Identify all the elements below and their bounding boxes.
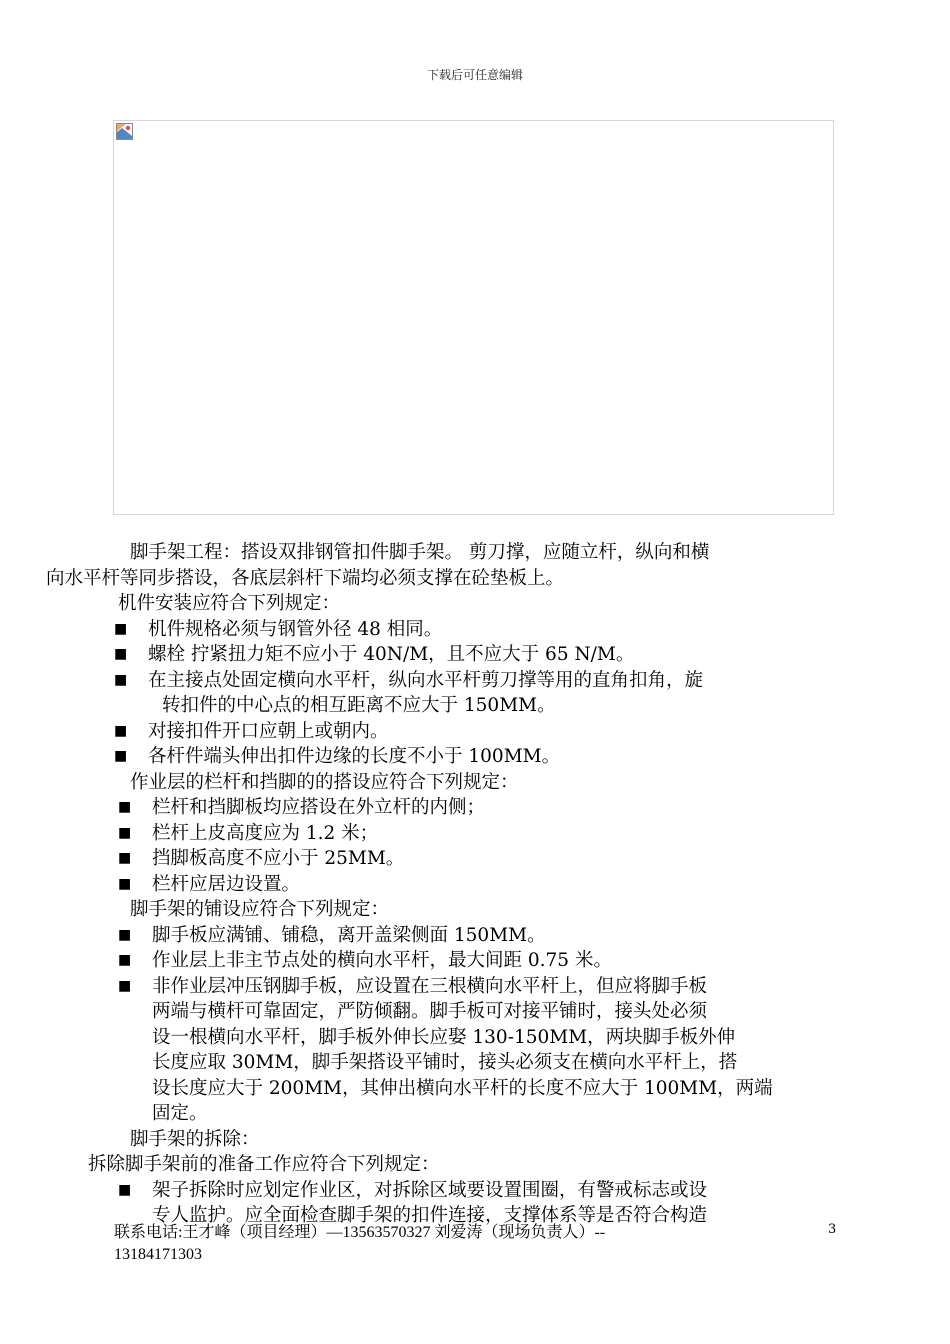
page-header: 下载后可任意编辑: [426, 68, 523, 82]
board-section-title: 脚手架的铺设应符合下列规定：: [130, 899, 390, 920]
list-item: ■ 各杆件端头伸出扣件边缘的长度不小于 100MM。: [88, 744, 838, 770]
document-body: [46, 540, 838, 1229]
list-item: ■ 挡脚板高度不应小于 25MM。: [88, 846, 838, 872]
list-item: ■ 作业层上非主节点处的横向水平杆，最大间距 0.75 米。: [88, 948, 838, 974]
removal-section-title: 脚手架的拆除：: [130, 1128, 260, 1150]
bullet-icon: ■: [114, 671, 128, 688]
bullet-icon: ■: [114, 646, 128, 662]
list-item: ■ 脚手板应满铺、铺稳，离开盖梁侧面 150MM。: [88, 923, 838, 949]
fastener-section-title: 机件安装应符合下列规定：: [118, 593, 341, 614]
list-item: ■ 栏杆应居边设置。: [88, 872, 838, 898]
bullet-icon: ■: [114, 748, 128, 764]
bullet-icon: ■: [114, 722, 128, 739]
intro-paragraph: [46, 540, 838, 591]
bullet-icon: ■: [118, 952, 132, 968]
bullet-icon: ■: [114, 620, 128, 637]
bullet-icon: ■: [118, 850, 132, 866]
footer-contact: [114, 1222, 714, 1266]
list-item: ■ 非作业层冲压钢脚手板，应设置在三根横向水平杆上，但应将脚手板 两端与横杆可靠固定，严防倾翻。脚手板可对接平铺时，接头处必须 设一根横向水平杆，脚手板外伸长应娶 130-150MM，两块脚手板外伸 长度应取 30MM，脚手架搭设平铺时，接头必须支在横向水平杆上，搭 设长度应大于 200MM，其伸出横向水平杆的长度不应大于 100MM，两端 固定。: [118, 975, 773, 1124]
bullet-icon: ■: [118, 824, 132, 841]
list-item: ■ 栏杆上皮高度应为 1.2 米；: [88, 821, 838, 847]
bullet-icon: ■: [118, 799, 132, 815]
page-number: 3: [828, 1222, 837, 1237]
broken-image-icon: [116, 123, 133, 140]
contact-line-2: 13184171303: [114, 1246, 202, 1263]
prep-section-title: 拆除脚手架前的准备工作应符合下列规定：: [88, 1154, 440, 1175]
intro-line-2: 向水平杆等同步搭设，各底层斜杆下端均必须支撑在砼垫板上。: [46, 567, 565, 589]
list-item: ■ 架子拆除时应划定作业区，对拆除区域要设置围圈，有警戒标志或设 专人监护。应全面检查脚手架的扣件连接，支撑体系等是否符合构造: [118, 1179, 708, 1226]
list-item: ■ 机件规格必须与钢管外径 48 相同。: [88, 617, 838, 643]
list-item: ■ 螺栓 拧紧扭力矩不应小于 40N/M，且不应大于 65 N/M。: [88, 642, 838, 668]
bullet-icon: ■: [118, 926, 132, 943]
guard-section-title: 作业层的栏杆和挡脚的的搭设应符合下列规定：: [130, 771, 519, 793]
list-item: ■ 栏杆和挡脚板均应搭设在外立杆的内侧；: [88, 795, 838, 821]
contact-line-1: 联系电话:王才峰（项目经理）—13563570327 刘爱涛（现场负责人）--: [114, 1224, 606, 1241]
bullet-icon: ■: [118, 875, 132, 892]
bullet-icon: ■: [118, 977, 132, 994]
list-item: ■ 对接扣件开口应朝上或朝内。: [88, 719, 838, 745]
bullet-icon: ■: [118, 1181, 132, 1198]
intro-line-1: 脚手架工程：搭设双排钢管扣件脚手架。 剪刀撑，应随立杆，纵向和横: [130, 542, 710, 563]
list-item: ■ 在主接点处固定横向水平杆，纵向水平杆剪刀撑等用的直角扣角，旋 转扣件的中心点的相互距离不应大于 150MM。: [114, 669, 704, 716]
image-placeholder: [113, 120, 834, 515]
